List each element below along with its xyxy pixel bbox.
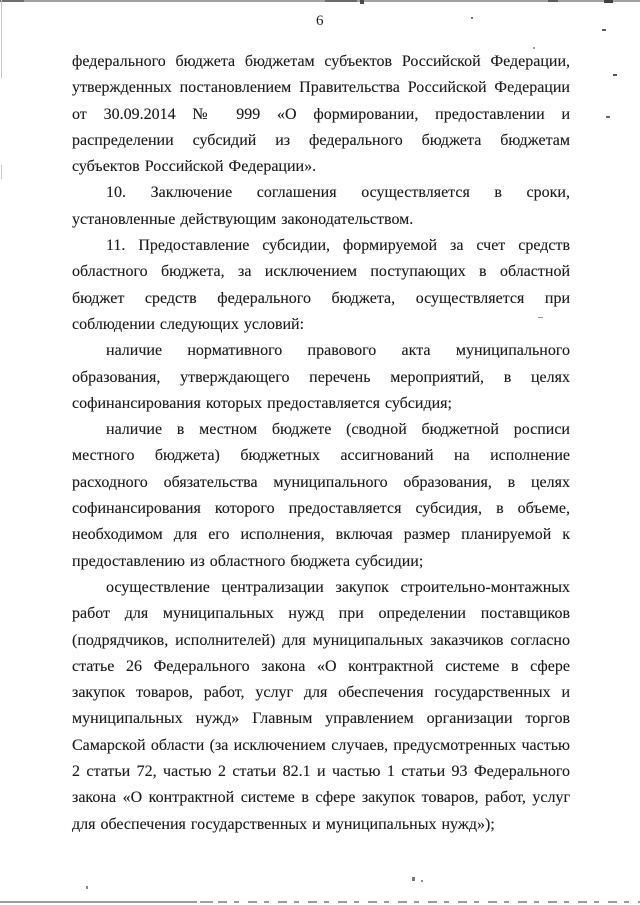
- scan-artifact-bottom-edge: [218, 901, 640, 903]
- scan-artifact-bottom-edge: [0, 901, 197, 903]
- scan-artifact-left-edge: [1, 165, 2, 179]
- scan-artifact-bottom-edge: [200, 901, 213, 903]
- scan-dust-speck: [421, 880, 423, 882]
- document-body: [72, 49, 570, 838]
- paragraph-item-10: 10. Заключение соглашения осуществляется в сроки, установленные действующим законодательством.: [72, 184, 570, 228]
- scan-dust-speck: [412, 877, 415, 881]
- scan-artifact-top-dash: [548, 0, 558, 2]
- scan-artifact-top-tick: [360, 0, 364, 4]
- scan-dust-speck: [613, 74, 617, 76]
- scan-dust-speck: [86, 886, 88, 889]
- paragraph-continuation: федерального бюджета бюджетам субъектов Российской Федерации, утвержденных постановлением Правительства Российской Федерации от 30.09.2014 № 999 «О формировании, предоставлении и распределении субсидий из федерального бюджета бюджетам субъектов Российской Федерации».: [72, 53, 570, 176]
- paragraph-item-11: 11. Предоставление субсидии, формируемой за счет средств областного бюджета, за исключением поступающих в областной бюджет средств федерального бюджета, осуществляется при соблюдении следующих условий:: [72, 237, 570, 333]
- scan-artifact-left-edge: [1, 0, 2, 78]
- scan-artifact-top-dash: [604, 0, 613, 3]
- scan-artifact-top-edge: [0, 0, 640, 2]
- paragraph-condition-2: наличие в местном бюджете (сводной бюджетной росписи местного бюджета) бюджетных ассигнований на исполнение расходного обязательства муниципального образования, в целях софинансирования которого предоставляется субсидия, в объеме, необходимом для его исполнения, включая размер планируемой к предоставлению из областного бюджета субсидии;: [72, 421, 570, 570]
- paragraph-condition-3: осуществление централизации закупок строительно-монтажных работ для муниципальных нужд при определении поставщиков (подрядчиков, исполнителей) для муниципальных заказчиков согласно статье 26 Федерального закона «О контрактной системе в сфере закупок товаров, работ, услуг для обеспечения государственных и муниципальных нужд» Главным управлением организации торгов Самарской области (за исключением случаев, предусмотренных частью 2 статьи 72, частью 2 статьи 82.1 и частью 1 статьи 93 Федерального закона «О контрактной системе в сфере закупок товаров, работ, услуг для обеспечения государственных и муниципальных нужд»);: [72, 578, 570, 833]
- scan-dust-speck: [606, 116, 610, 118]
- paragraph-condition-1: наличие нормативного правового акта муниципального образования, утверждающего перечень мероприятий, в целях софинансирования которых предоставляется субсидия;: [72, 342, 570, 412]
- page-number: 6: [316, 13, 324, 29]
- scan-artifact-top-dash: [0, 0, 24, 2]
- scan-artifact-top-dash: [325, 0, 357, 2]
